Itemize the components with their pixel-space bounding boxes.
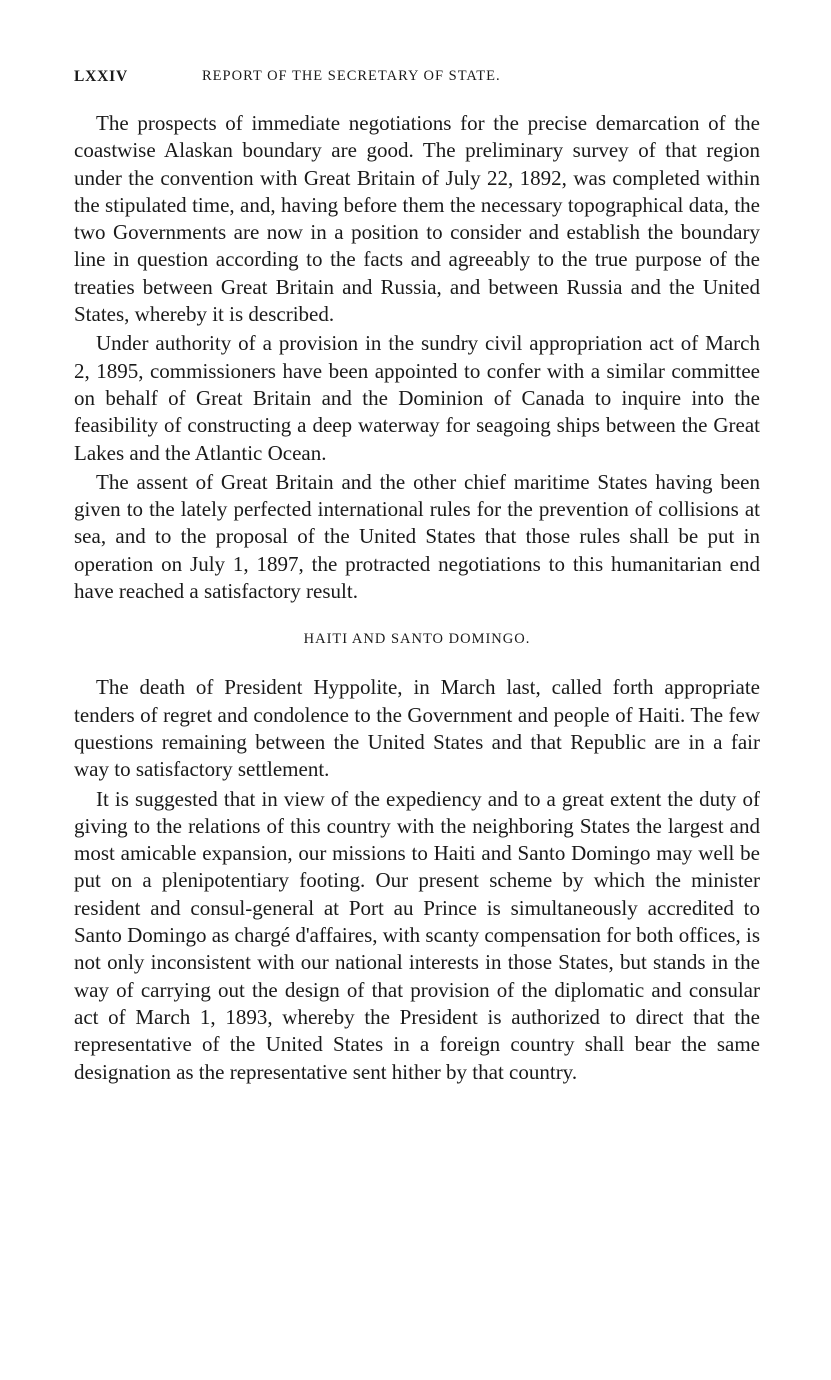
paragraph-president-hyppolite: The death of President Hyppolite, in March last, called forth appropriate tenders of regret and condolence to the Government and people of Haiti. The few questions remaining between the United States and that Republic are in a fair way to satisfactory settlement. [74, 675, 760, 782]
running-header [74, 62, 760, 90]
section-heading-haiti-santo-domingo: HAITI AND SANTO DOMINGO. [303, 631, 531, 648]
running-title: REPORT OF THE SECRETARY OF STATE. [202, 68, 501, 84]
paragraph-plenipotentiary-missions: It is suggested that in view of the expediency and to a great extent the duty of giving to the relations of this country with the neighboring States the largest and most amicable expansion, our missions to Haiti and Santo Domingo may well be put on a plenipotentiary footing. Our present scheme by which the minister resident and consul-general at Port au Prince is simultaneously accredited to Santo Domingo as chargé d'affaires, with scanty compensation for both offices, is not only inconsistent with our national interests in those States, but stands in the way of carrying out the design of that provision of the diplomatic and consular act of March 1, 1893, whereby the President is authorized to direct that the representative of the United States in a foreign country shall bear the same designation as the representative sent hither by that country. [74, 786, 760, 1084]
paragraph-collision-rules: The assent of Great Britain and the other chief maritime States having been given to the lately perfected international rules for the prevention of collisions at sea, and to the proposal of the United States that those rules shall be put in operation on July 1, 1897, the protracted negotiations to this humanitarian end have reached a satisfactory result. [74, 469, 760, 604]
page-number: LXXIV [74, 68, 128, 85]
document-page [74, 62, 760, 1086]
paragraph-alaskan-boundary: The prospects of immediate negotiations for the precise demarcation of the coastwise Alaskan boundary are good. The preliminary survey of that region under the convention with Great Britain of July 22, 1892, was completed within the stipulated time, and, having before them the necessary topographical data, the two Governments are now in a position to consider and establish the boundary line in question according to the facts and agreeably to the true purpose of the treaties between Great Britain and Russia, and between Russia and the United States, whereby it is described. [74, 111, 760, 327]
paragraph-deep-waterway: Under authority of a provision in the sundry civil appropriation act of March 2, 1895, commissioners have been appointed to confer with a similar committee on behalf of Great Britain and the Dominion of Canada to inquire into the feasibility of constructing a deep waterway for seagoing ships between the Great Lakes and the Atlantic Ocean. [74, 331, 760, 465]
